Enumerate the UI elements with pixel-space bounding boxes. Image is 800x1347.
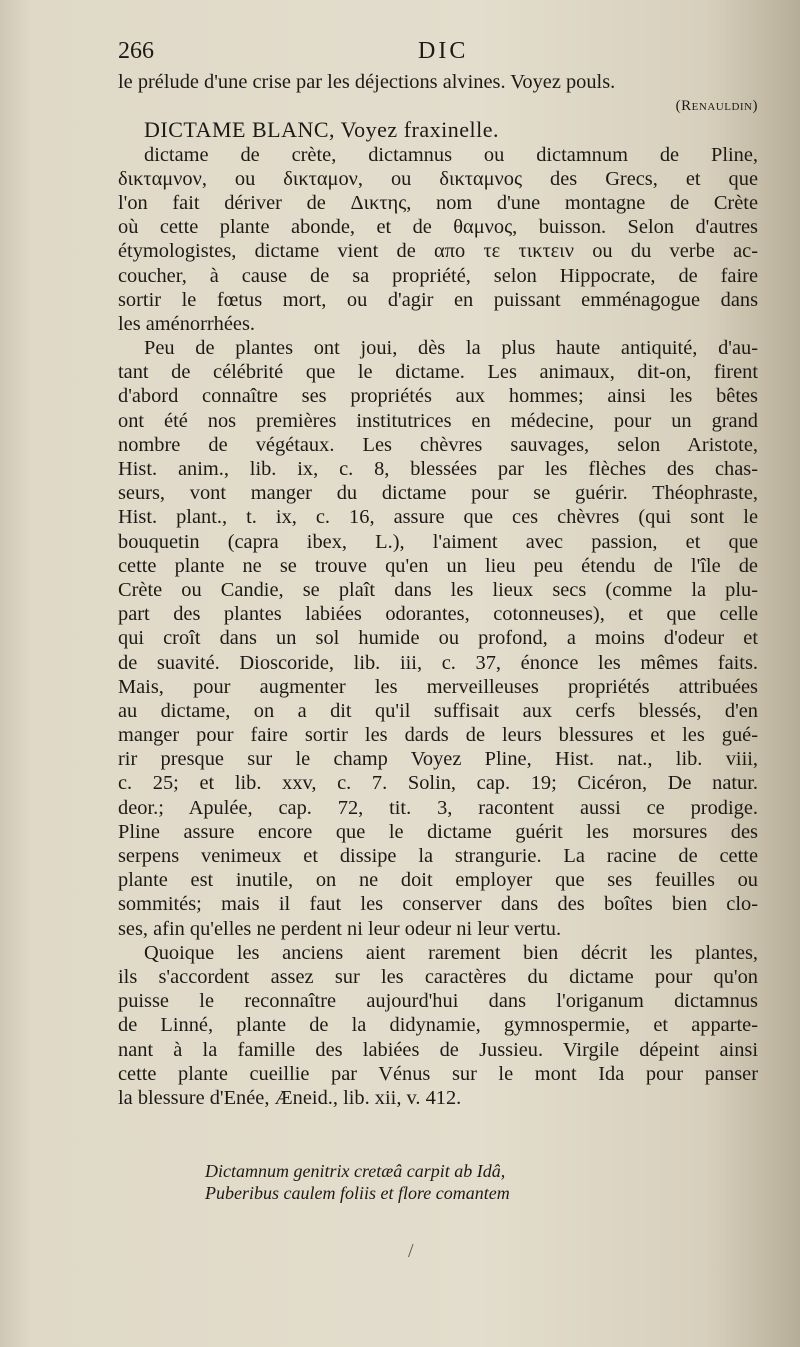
text-line: sortir le fœtus mort, ou d'agir en puissant emménagogue dans (118, 288, 758, 311)
text-line: de Linné, plante de la didynamie, gymnospermie, et apparte- (118, 1014, 758, 1037)
text-line: Quoique les anciens aient rarement bien décrit les plantes, (144, 941, 758, 964)
text-line: qui croît dans un sol humide ou profond, a moins d'odeur et (118, 627, 758, 650)
text-line: les aménorrhées. (118, 312, 256, 335)
body-text (118, 70, 758, 1110)
text-line: la blessure d'Enée, Æneid., lib. xii, v. 412. (118, 1086, 462, 1109)
text-line: d'abord connaître ses propriétés aux hommes; ainsi les bêtes (118, 385, 758, 408)
text-line: tant de célébrité que le dictame. Les animaux, dit-on, firent (118, 361, 758, 384)
text-line: de suavité. Dioscoride, lib. iii, c. 37, énonce les mêmes faits. (118, 651, 758, 674)
text-line: Crète ou Candie, se plaît dans les lieux secs (comme la plu- (118, 578, 758, 601)
text-line: part des plantes labiées odorantes, cotonneuses), et que celle (118, 603, 758, 626)
text-line: c. 25; et lib. xxv, c. 7. Solin, cap. 19; Cicéron, De natur. (118, 772, 758, 795)
text-line: rir presque sur le champ Voyez Pline, Hist. nat., lib. viii, (118, 748, 758, 771)
text-line: ils s'accordent assez sur les caractères du dictame pour qu'on (118, 965, 758, 988)
text-line: δικταμνον, ou δικταμον, ou δικταμνος des Grecs, et que (118, 167, 758, 190)
text-line: cette plante ne se trouve qu'en un lieu peu étendu de l'île de (118, 554, 758, 577)
verse-quotation (205, 1160, 605, 1204)
text-line: au dictame, on a dit qu'il suffisait aux cerfs blessés, d'en (118, 699, 758, 722)
text-line: ont été nos premières institutrices en médecine, pour un grand (118, 409, 758, 432)
text-line: ses, afin qu'elles ne perdent ni leur odeur ni leur vertu. (118, 917, 562, 940)
text-line: coucher, à cause de sa propriété, selon Hippocrate, de faire (118, 264, 758, 287)
text-line: étymologistes, dictame vient de απο τε τικτειν ou du verbe ac- (118, 240, 758, 263)
running-title: DIC (418, 38, 469, 64)
text-line: où cette plante abonde, et de θαμνος, buisson. Selon d'autres (118, 216, 758, 239)
stray-pen-mark: / (408, 1240, 414, 1262)
text-line: deor.; Apulée, cap. 72, tit. 3, racontent aussi ce prodige. (118, 796, 758, 819)
text-line: le prélude d'une crise par les déjections alvines. Voyez pouls. (118, 71, 616, 93)
verse-line-1: Dictamnum genitrix cretæâ carpit ab Idâ, (205, 1161, 506, 1181)
text-line: DICTAME BLANC, Voyez fraxinelle. (144, 117, 499, 143)
running-head (118, 38, 758, 68)
text-line: nant à la famille des labiées de Jussieu. Virgile dépeint ainsi (118, 1038, 758, 1061)
text-line: dictame de crète, dictamnus ou dictamnum de Pline, (144, 143, 758, 166)
verse-line-2: Puberibus caulem foliis et flore comantem (205, 1183, 510, 1203)
text-line: plante est inutile, on ne doit employer que ses feuilles ou (118, 869, 758, 892)
text-line: l'on fait dériver de Δικτης, nom d'une montagne de Crète (118, 191, 758, 214)
text-line: (Renauldin) (675, 98, 758, 115)
text-line: Mais, pour augmenter les merveilleuses propriétés attribuées (118, 675, 758, 698)
text-line: Hist. anim., lib. ix, c. 8, blessées par les flèches des chas- (118, 458, 758, 480)
text-line: puisse le reconnaître aujourd'hui dans l'origanum dictamnus (118, 990, 758, 1013)
text-line: sommités; mais il faut les conserver dans des boîtes bien clo- (118, 893, 758, 916)
text-line: manger pour faire sortir les dards de leurs blessures et les gué- (118, 724, 758, 747)
text-line: Pline assure encore que le dictame guérit les morsures des (118, 820, 758, 843)
text-line: bouquetin (capra ibex, L.), l'aiment avec passion, et que (118, 530, 758, 553)
text-line: cette plante cueillie par Vénus sur le mont Ida pour panser (118, 1062, 758, 1085)
text-line: Peu de plantes ont joui, dès la plus haute antiquité, d'au- (144, 337, 758, 360)
page-number: 266 (118, 38, 154, 64)
text-line: nombre de végétaux. Les chèvres sauvages, selon Aristote, (118, 433, 758, 456)
text-line: serpens venimeux et dissipe la strangurie. La racine de cette (118, 845, 758, 867)
text-line: Hist. plant., t. ix, c. 16, assure que ces chèvres (qui sont le (118, 506, 758, 529)
text-line: seurs, vont manger du dictame pour se guérir. Théophraste, (118, 482, 758, 505)
